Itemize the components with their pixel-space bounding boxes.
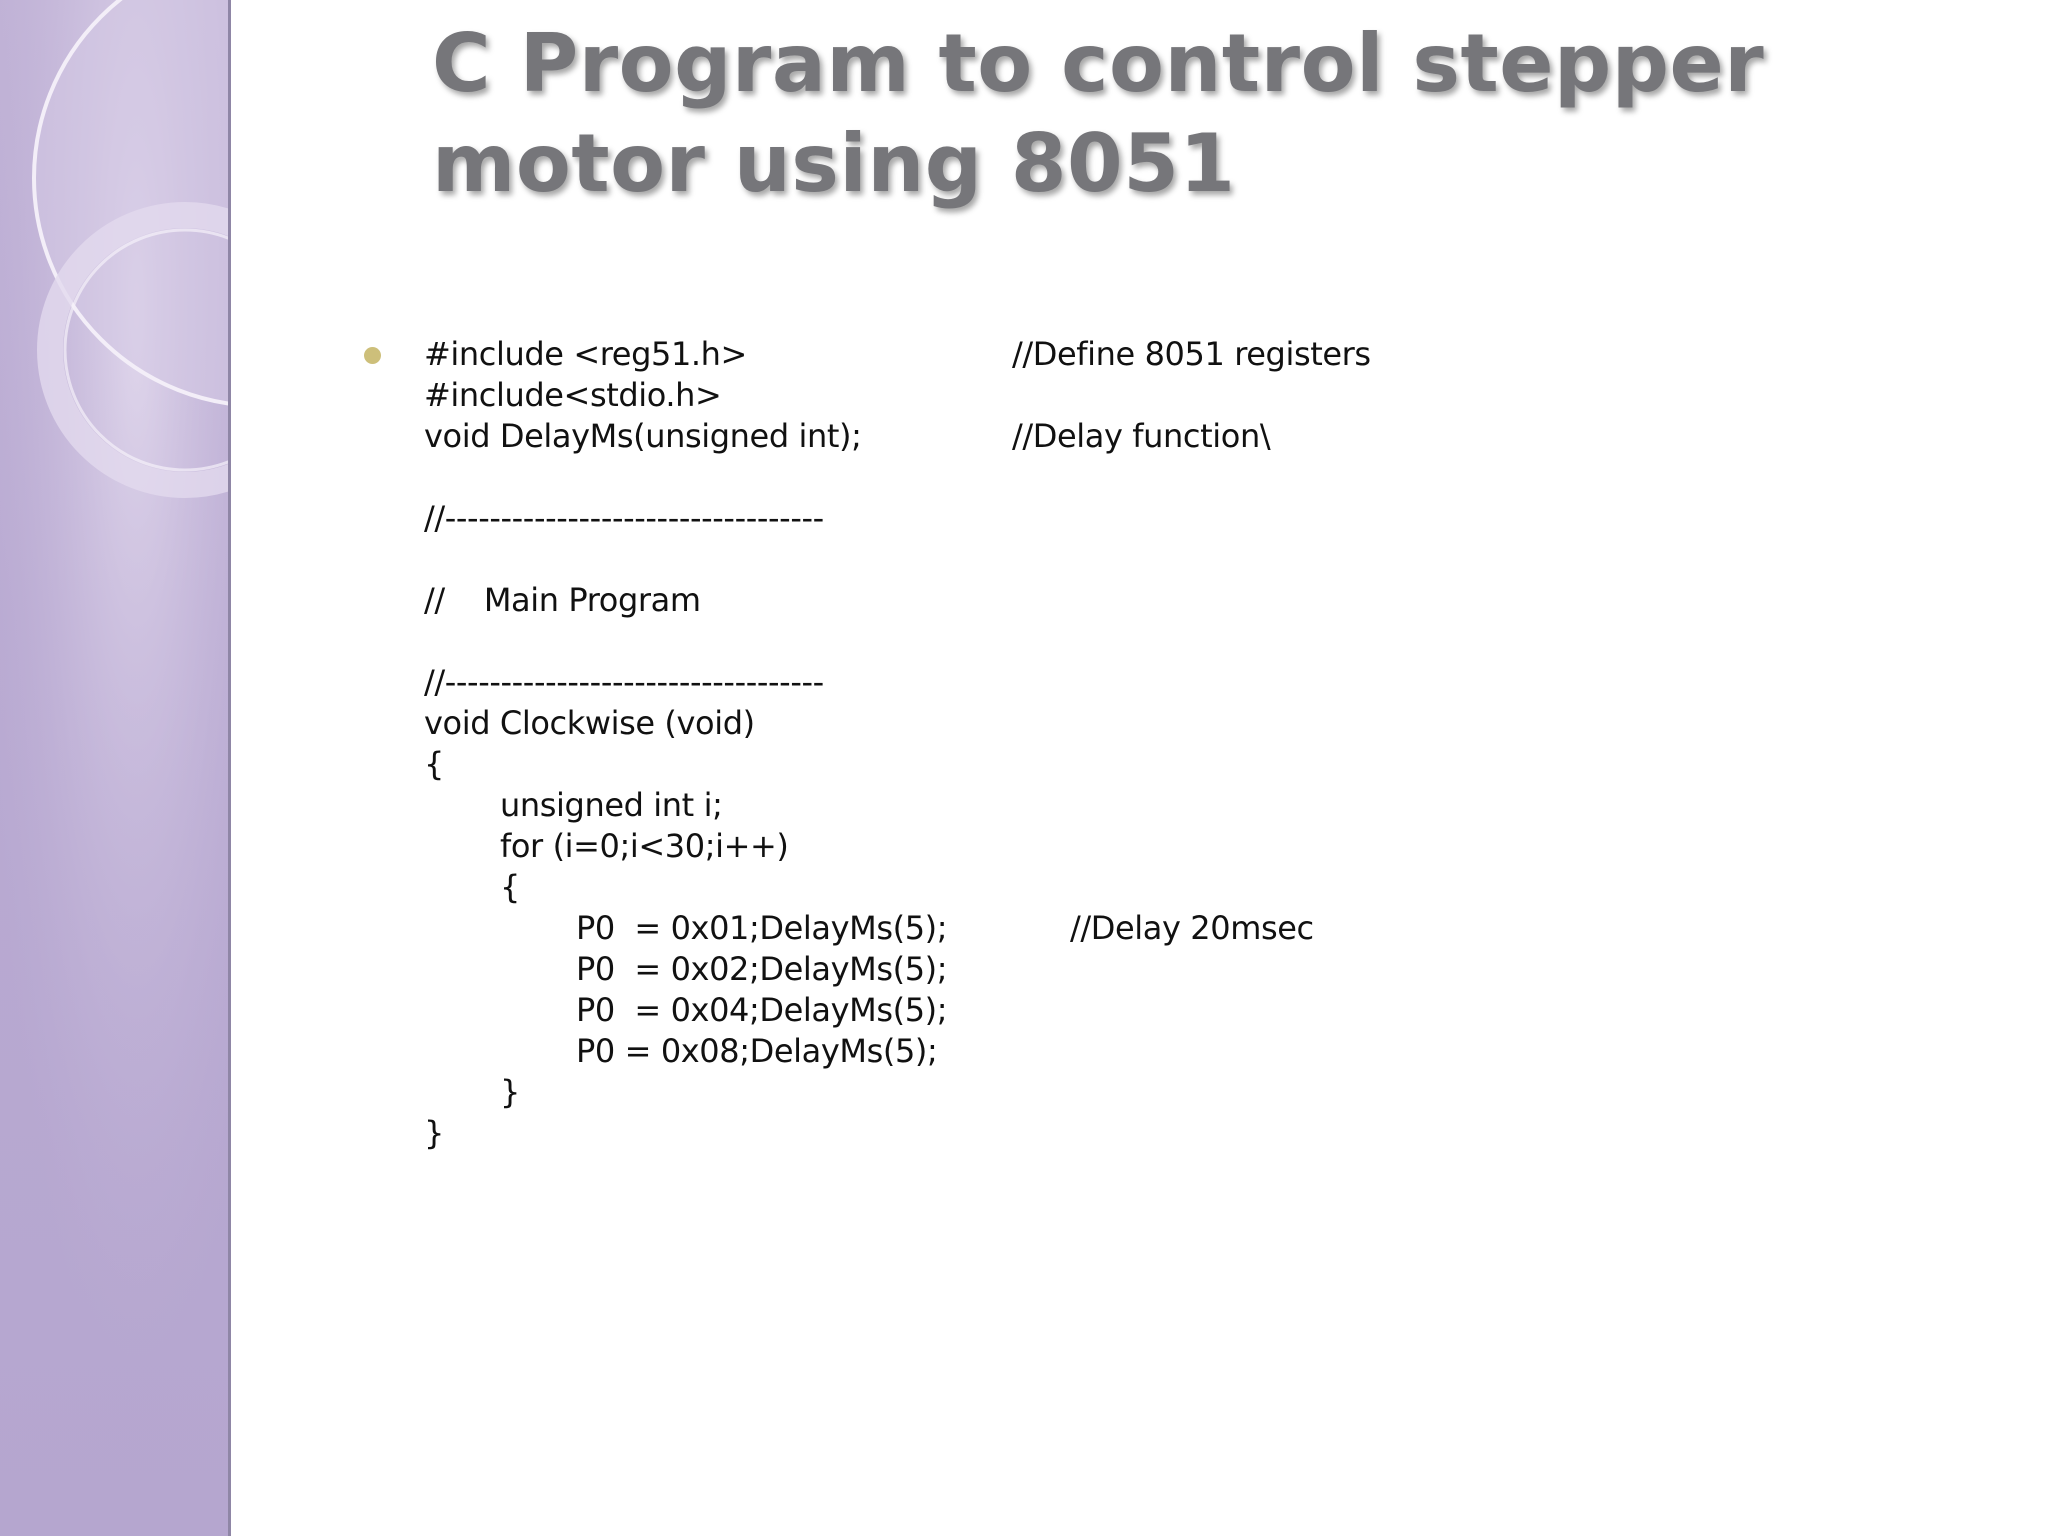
code-line-delay-prototype: void DelayMs(unsigned int); [424,417,862,455]
code-open-brace-inner: { [500,868,520,906]
decorative-sidebar [0,0,231,1536]
code-comment-define: //Define 8051 registers [1012,335,1371,373]
code-line-include-reg: #include <reg51.h> [424,335,747,373]
code-statement-2: P0 = 0x02;DelayMs(5); [576,950,948,988]
code-statement-1: P0 = 0x01;DelayMs(5); [576,909,948,947]
code-function-signature: void Clockwise (void) [424,704,755,742]
code-open-brace-outer: { [424,745,444,783]
code-close-brace-inner: } [500,1073,520,1111]
code-statement-4: P0 = 0x08;DelayMs(5); [576,1032,938,1070]
code-comment-delay-function: //Delay function\ [1012,417,1271,455]
code-close-brace-outer: } [424,1114,444,1152]
code-var-declaration: unsigned int i; [500,786,723,824]
code-separator-top: //---------------------------------- [424,499,824,537]
bullet-icon [364,347,381,364]
code-separator-bottom: //---------------------------------- [424,663,824,701]
page-title: C Program to control stepper motor using 8051 [432,17,1765,210]
code-comment-delay-20msec: //Delay 20msec [1070,909,1314,947]
code-for-loop: for (i=0;i<30;i++) [500,827,789,865]
decorative-circles [0,0,228,1536]
code-statement-3: P0 = 0x04;DelayMs(5); [576,991,948,1029]
code-line-include-stdio: #include<stdio.h> [424,376,722,414]
code-main-program-comment: // Main Program [424,581,701,619]
